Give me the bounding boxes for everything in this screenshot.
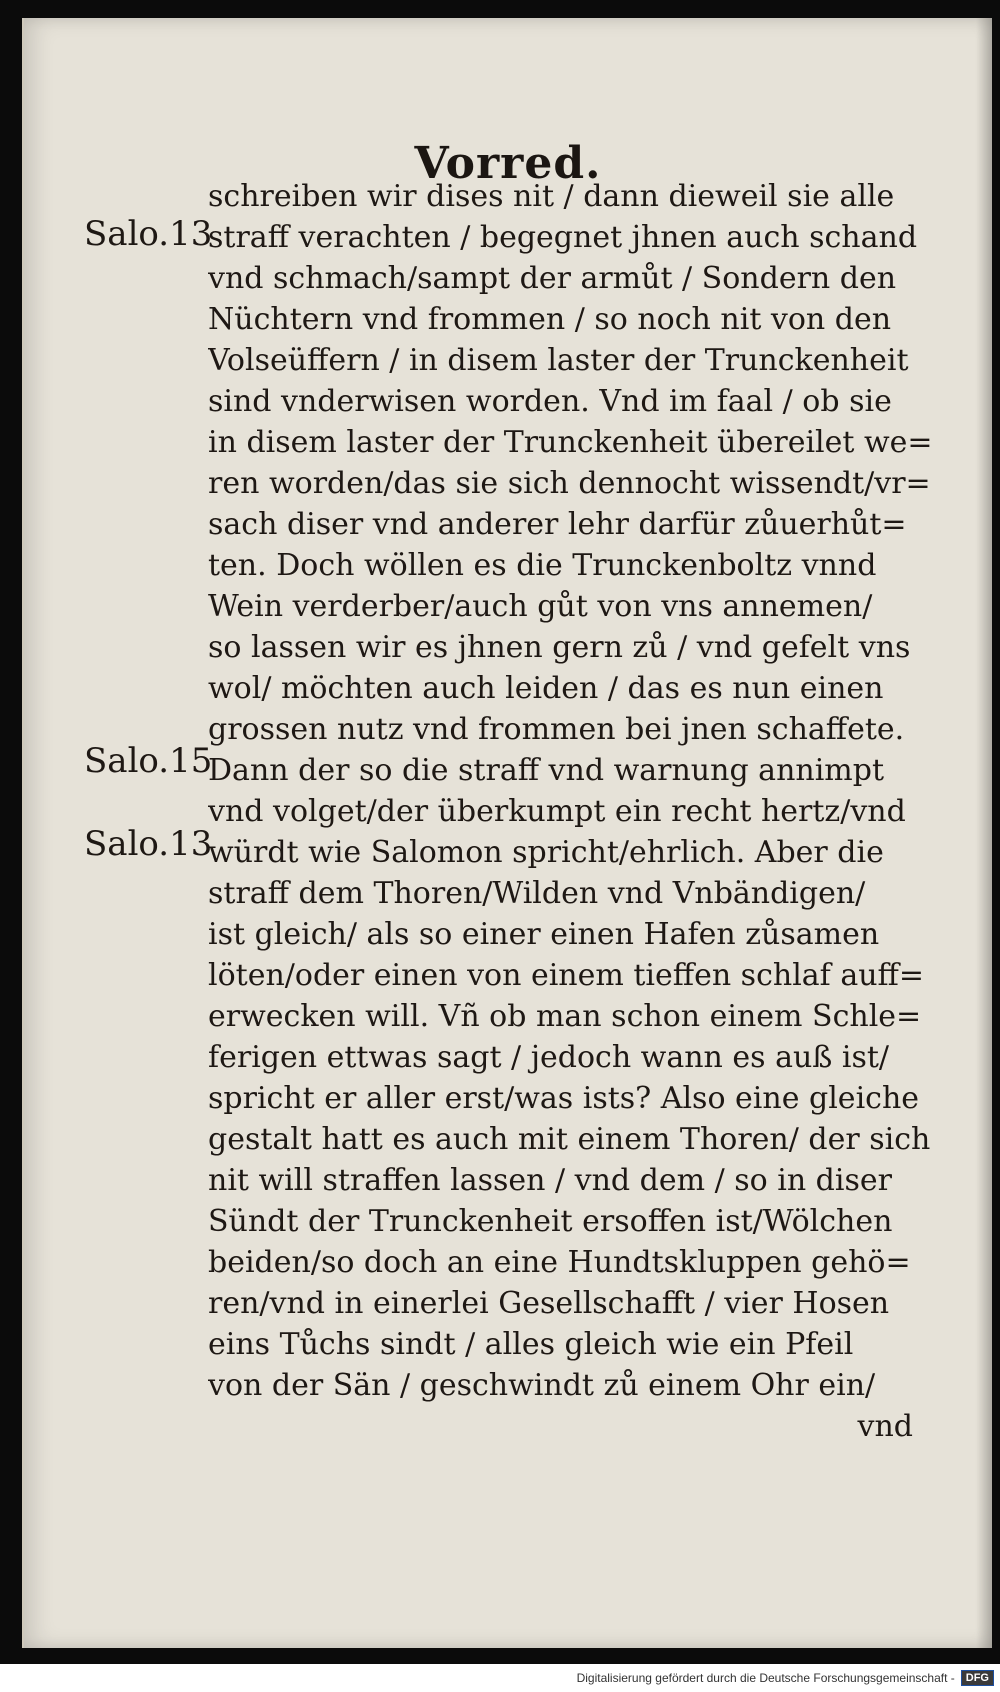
footer-bar: [0, 1664, 1000, 1692]
text-line: vnd volget/der überkumpt ein recht hertz/vnd: [208, 794, 906, 829]
text-line: sind vnderwisen worden. Vnd im faal / ob sie: [208, 384, 892, 419]
dfg-logo: DFG: [961, 1670, 994, 1686]
body-text: [208, 176, 943, 1447]
text-line: ferigen ettwas sagt / jedoch wann es auß ist/: [208, 1040, 890, 1075]
text-line: beiden/so doch an eine Hundtskluppen gehö=: [208, 1245, 911, 1280]
text-line: wol/ möchten auch leiden / das es nun einen: [208, 671, 884, 706]
text-line: grossen nutz vnd frommen bei jnen schaffete.: [208, 712, 905, 747]
text-line: Sündt der Trunckenheit ersoffen ist/Wölchen: [208, 1204, 893, 1239]
text-line: so lassen wir es jhnen gern zů / vnd gefelt vns: [208, 630, 911, 665]
text-line: sach diser vnd anderer lehr darfür zůuerhůt=: [208, 507, 907, 542]
text-line: erwecken will. Vñ ob man schon einem Schle=: [208, 999, 922, 1034]
catchword: vnd: [857, 1409, 913, 1444]
text-line: Dann der so die straff vnd warnung annimpt: [208, 753, 885, 788]
footer-credit: Digitalisierung gefördert durch die Deutsche Forschungsgemeinschaft -: [576, 1671, 955, 1685]
text-line: ist gleich/ als so einer einen Hafen zůsamen: [208, 917, 880, 952]
text-line: ren worden/das sie sich dennocht wissendt/vr=: [208, 466, 931, 501]
text-line: würdt wie Salomon spricht/ehrlich. Aber die: [208, 835, 884, 870]
text-line: schreiben wir dises nit / dann dieweil sie alle: [208, 179, 895, 214]
text-line: in disem laster der Trunckenheit übereilet we=: [208, 425, 933, 460]
text-line: eins Tůchs sindt / alles gleich wie ein Pfeil: [208, 1327, 854, 1362]
text-line: löten/oder einen von einem tieffen schlaf auff=: [208, 958, 924, 993]
margin-note: Salo.13: [84, 214, 213, 254]
text-line: nit will straffen lassen / vnd dem / so in diser: [208, 1163, 892, 1198]
text-line: Volseüffern / in disem laster der Trunckenheit: [208, 343, 909, 378]
text-line: spricht er aller erst/was ists? Also eine gleiche: [208, 1081, 920, 1116]
text-line: Wein verderber/auch gůt von vns annemen/: [208, 589, 873, 624]
text-line: vnd schmach/sampt der armůt / Sondern den: [208, 261, 897, 296]
margin-note: Salo.15: [84, 741, 213, 781]
text-line: ren/vnd in einerlei Gesellschafft / vier Hosen: [208, 1286, 890, 1321]
text-line: von der Sän / geschwindt zů einem Ohr ein/: [208, 1368, 876, 1403]
text-line: straff dem Thoren/Wilden vnd Vnbändigen/: [208, 876, 866, 911]
text-line: straff verachten / begegnet jhnen auch schand: [208, 220, 918, 255]
page-heading: Vorred.: [414, 138, 602, 189]
text-line: gestalt hatt es auch mit einem Thoren/ der sich: [208, 1122, 931, 1157]
text-line: ten. Doch wöllen es die Trunckenboltz vnnd: [208, 548, 877, 583]
text-line: Nüchtern vnd frommen / so noch nit von den: [208, 302, 892, 337]
margin-note: Salo.13: [84, 824, 213, 864]
